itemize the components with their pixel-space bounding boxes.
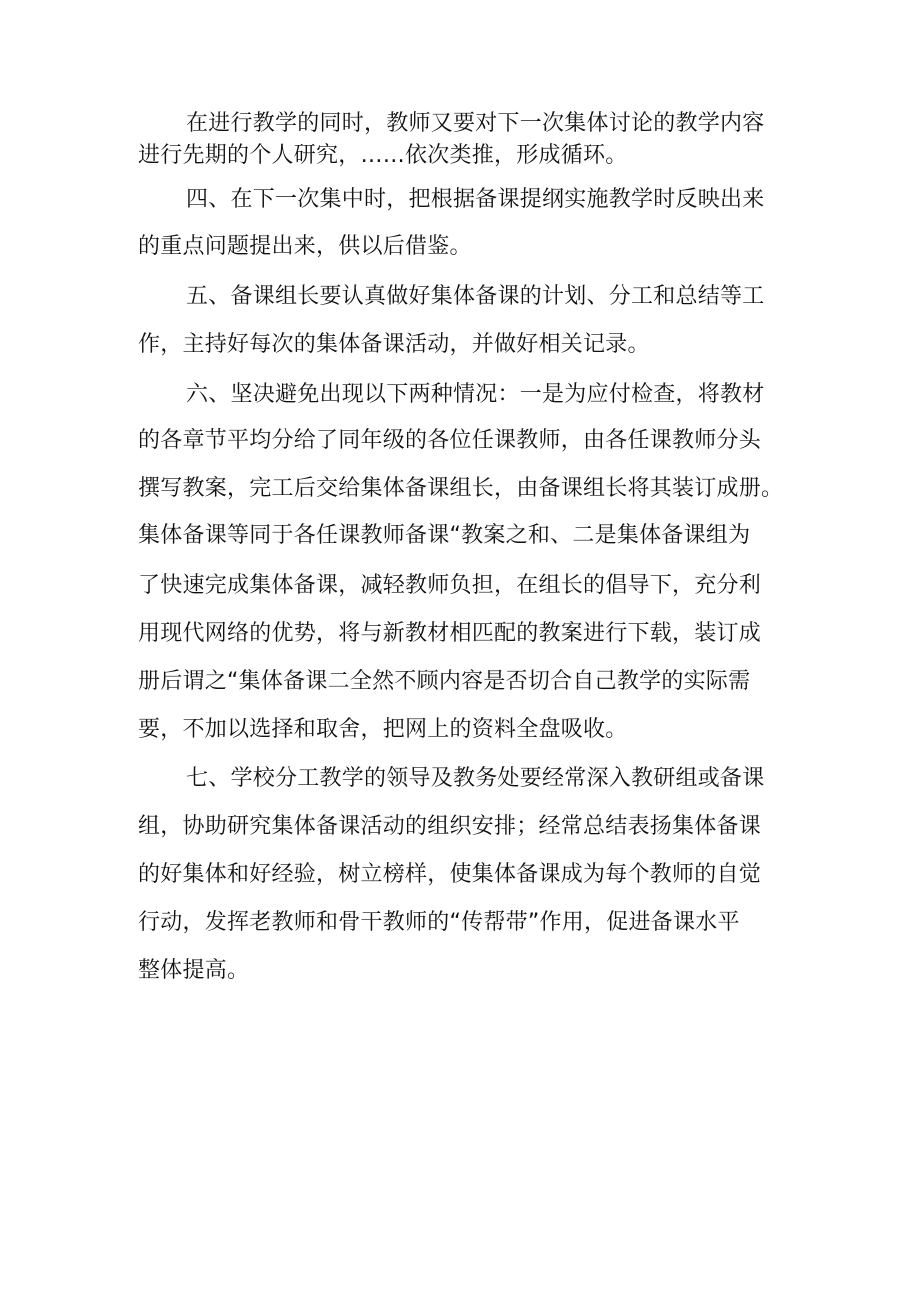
paragraph-5-line-3: 的好集体和好经验，树立榜样，使集体备课成为每个教师的自觉 (138, 862, 762, 887)
paragraph-4-line-4: 集体备课等同于各任课教师备课“教案之和、二是集体备课组为 (138, 523, 751, 548)
paragraph-4-line-6: 用现代网络的优势，将与新教材相匹配的教案进行下载，装订成 (138, 621, 762, 646)
paragraph-1-line-2: 进行先期的个人研究，……依次类推，形成循环。 (138, 143, 628, 168)
paragraph-5-line-5: 整体提高。 (138, 958, 250, 983)
paragraph-4-line-7: 册后谓之“集体备课二全然不顾内容是否切合自己教学的实际需 (138, 669, 751, 694)
paragraph-5-line-1: 七、学校分工教学的领导及教务处要经常深入教研组或备课 (186, 766, 765, 791)
paragraph-3-line-1: 五、备课组长要认真做好集体备课的计划、分工和总结等工 (186, 284, 765, 309)
paragraph-4-line-5: 了快速完成集体备课，减轻教师负担，在组长的倡导下，充分利 (138, 573, 762, 598)
paragraph-4-line-1: 六、坚决避免出现以下两种情况：一是为应付检查，将教材 (186, 382, 765, 407)
paragraph-4-line-2: 的各章节平均分给了同年级的各位任课教师，由各任课教师分头 (138, 428, 762, 453)
paragraph-1-line-1: 在进行教学的同时，教师又要对下一次集体讨论的教学内容 (186, 111, 765, 136)
paragraph-5-line-2: 组，协助研究集体备课活动的组织安排；经常总结表扬集体备课 (138, 814, 762, 839)
paragraph-3-line-2: 作，主持好每次的集体备课活动，并做好相关记录。 (138, 332, 650, 357)
paragraph-5-line-4: 行动，发挥老教师和骨干教师的“传帮带”作用，促进备课水平 (138, 910, 740, 935)
paragraph-2-line-1: 四、在下一次集中时，把根据备课提纲实施教学时反映出来 (186, 187, 765, 212)
paragraph-4-line-3: 撰写教案，完工后交给集体备课组长，由备课组长将其装订成册。 (138, 476, 784, 501)
paragraph-4-line-8: 要，不加以选择和取舍，把网上的资料全盘吸收。 (138, 717, 628, 742)
paragraph-2-line-2: 的重点问题提出来，供以后借鉴。 (138, 234, 472, 259)
